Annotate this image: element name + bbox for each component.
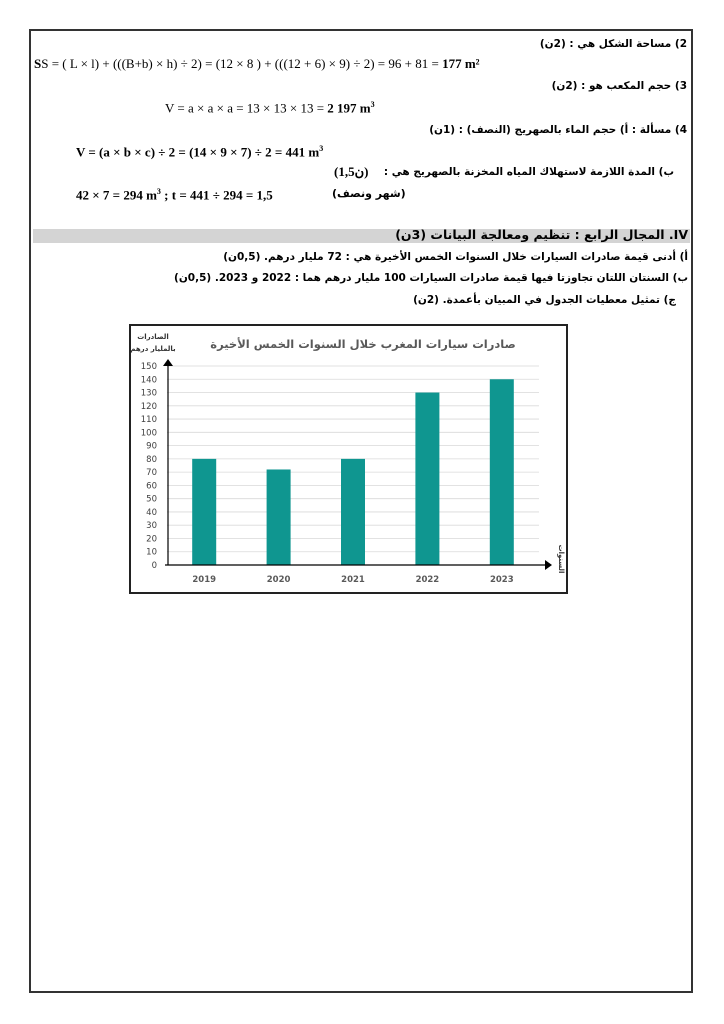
chart-title: صادرات سيارات المغرب خلال السنوات الخمس الأخيرة <box>210 337 516 351</box>
chart-container <box>129 324 568 594</box>
y-tick-label: 130 <box>140 388 157 399</box>
y-tick-label: 10 <box>146 547 157 558</box>
y-tick-label: 120 <box>140 401 157 412</box>
y-tick-label: 50 <box>146 494 157 505</box>
section-title: IV. المجال الرابع : تنظيم ومعالجة البيانات (3ن) <box>395 227 688 242</box>
chart-y-tick-labels <box>141 362 157 571</box>
y-tick-label: 0 <box>151 561 157 571</box>
q2-result: 177 m² <box>442 56 480 71</box>
bar-chart <box>131 326 566 592</box>
y-tick-label: 20 <box>146 534 157 545</box>
q2-heading: 2) مساحة الشكل هي : (2ن) <box>539 38 687 50</box>
x-tick-label: 2023 <box>489 575 514 585</box>
y-axis-label-line1: الصادرات <box>137 333 169 341</box>
x-tick-label: 2021 <box>341 575 365 585</box>
q4-calc-part2: ; t = 441 ÷ 294 = 1,5 <box>160 187 273 203</box>
q4-formula-sup: 3 <box>319 144 324 153</box>
bar-2021 <box>341 459 365 565</box>
q3-formula <box>165 100 375 116</box>
q4-calc-part1: 42 × 7 = 294 m <box>76 187 157 203</box>
q4-calc-note: (شهر ونصف) <box>332 187 406 200</box>
y-tick-label: 60 <box>146 481 157 492</box>
y-tick-label: 110 <box>140 415 157 426</box>
bar-2022 <box>415 393 439 565</box>
q3-result: 2 197 m <box>327 100 371 116</box>
q3-heading: 3) حجم المكعب هو : (2ن) <box>551 80 687 92</box>
q3-formula-text: V = a × a × a = 13 × 13 × 13 = <box>165 100 328 116</box>
y-tick-label: 30 <box>146 521 157 532</box>
q3-result-sup: 3 <box>370 100 375 109</box>
q4-formula <box>76 144 323 160</box>
y-tick-label: 150 <box>140 362 157 372</box>
section-answer-c: ج) تمثيل معطيات الجدول في المبيان بأعمدة. (2ن) <box>413 294 676 306</box>
q4-sub-b: ب) المدة اللازمة لاستهلاك المياه المخزنة بالصهريج هي : <box>383 166 674 178</box>
q4-heading: 4) مسألة : أ) حجم الماء بالصهريج (النصف) : (1ن) <box>429 124 687 136</box>
x-tick-label: 2020 <box>266 575 291 585</box>
x-axis-arrow-icon <box>545 560 552 570</box>
y-axis-label-line2: بالمليار درهم <box>131 345 176 353</box>
q4-calc <box>76 187 273 203</box>
q4-formula-text: V = (a × b × c) ÷ 2 = (14 × 9 × 7) ÷ 2 = 441 m <box>76 144 320 160</box>
y-tick-label: 80 <box>146 454 157 465</box>
chart-x-tick-labels <box>192 575 513 585</box>
x-tick-label: 2022 <box>415 575 440 585</box>
x-axis-label: السنوات <box>557 544 565 574</box>
section-answer-a: أ) أدنى قيمة صادرات السيارات خلال السنوات الخمس الأخيرة هي : 72 مليار درهم. (0,5ن) <box>223 251 688 263</box>
section-answer-b: ب) السنتان اللتان تجاوزتا فيها قيمة صادرات السيارات 100 مليار درهم هما : 2022 و 2023. (0,5ن) <box>174 272 688 284</box>
y-tick-label: 100 <box>140 428 157 439</box>
q4-sub-b-points: (1,5ن) <box>334 164 369 179</box>
y-tick-label: 40 <box>146 507 157 518</box>
y-tick-label: 140 <box>140 375 157 386</box>
y-axis-arrow-icon <box>163 359 173 366</box>
y-tick-label: 70 <box>146 468 157 479</box>
bar-2019 <box>192 459 216 565</box>
bar-2020 <box>267 469 291 565</box>
q4-calc-sup: 3 <box>156 187 161 196</box>
bar-2023 <box>490 379 514 565</box>
q2-formula: SS = ( L × l) + (((B+b) × h) ÷ 2) = (12 × 8 ) + (((12 + 6) × 9) ÷ 2) = 96 + 81 = 177 m² <box>34 56 480 71</box>
x-tick-label: 2019 <box>192 575 217 585</box>
y-tick-label: 90 <box>146 441 157 452</box>
q2-formula-text: S = ( L × l) + (((B+b) × h) ÷ 2) = (12 × 8 ) + (((12 + 6) × 9) ÷ 2) = 96 + 81 = <box>41 56 443 71</box>
